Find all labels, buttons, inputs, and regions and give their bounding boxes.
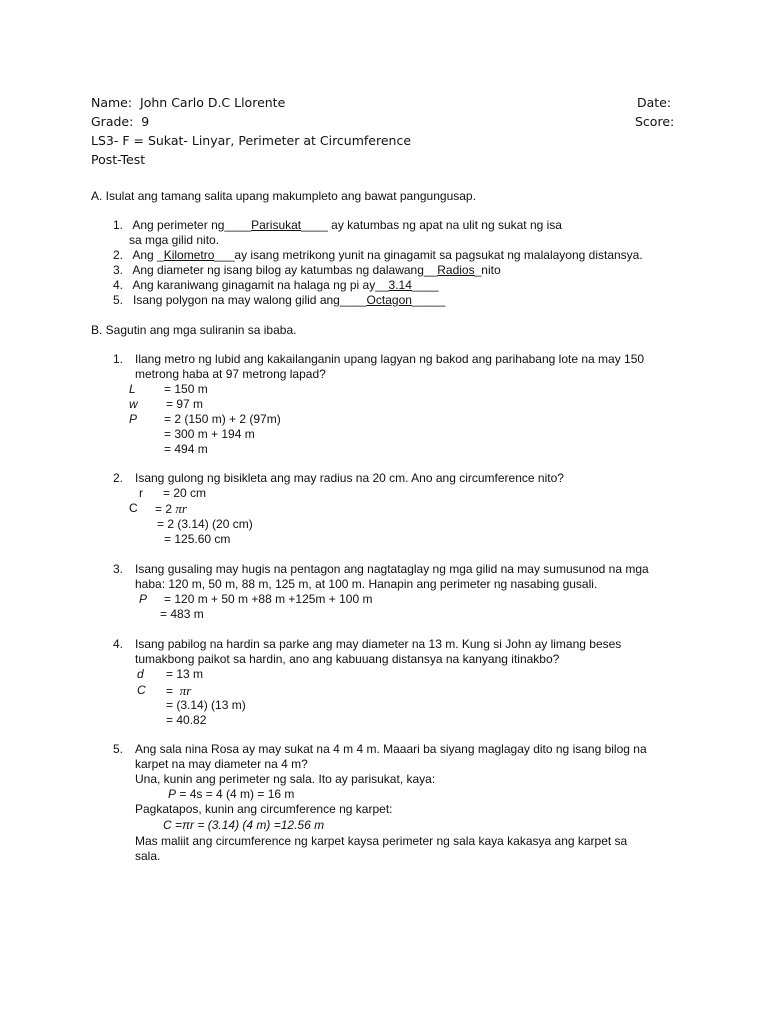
solution-step: = 2 (3.14) (20 cm) — [157, 517, 253, 531]
student-name: John Carlo D.C Llorente — [140, 95, 286, 110]
solution-step: = 300 m + 194 m — [164, 427, 255, 441]
variable-symbol: C — [137, 683, 146, 697]
item-number: 4. — [113, 278, 124, 292]
item-prefix: Ang _ — [132, 248, 164, 262]
item-number: 5. — [113, 293, 124, 307]
solution-step: = 97 m — [166, 397, 204, 411]
problem-number: 2. — [113, 471, 124, 485]
item-answer: Radios — [437, 263, 475, 277]
section-a-item — [113, 218, 562, 233]
solution-step: C =πr = (3.14) (4 m) =12.56 m — [163, 818, 325, 832]
item-prefix: Isang polygon na may walong gilid ang____ — [133, 293, 367, 307]
solution-step: = 150 m — [164, 382, 208, 396]
item-continuation: sa mga gilid nito. — [129, 233, 220, 247]
item-number: 3. — [113, 263, 124, 277]
variable-symbol: d — [137, 667, 144, 681]
item-suffix: _____ — [411, 293, 446, 307]
problem-question: Ilang metro ng lubid ang kakailanganin upang lagyan ng bakod ang parihabang lote na may 150 — [135, 352, 645, 366]
item-suffix: ____ — [411, 278, 439, 292]
section-a-item — [113, 263, 501, 278]
score-label: Score: — [635, 114, 675, 129]
section-a-instruction: A. Isulat ang tamang salita upang makumpleto ang bawat pangungusap. — [91, 189, 476, 203]
grade-line — [91, 114, 149, 129]
problem-question: tumakbong paikot sa hardin, ano ang kabuuang distansya na kanyang itinakbo? — [135, 652, 560, 666]
item-answer: Octagon — [366, 293, 412, 307]
solution-step: = 40.82 — [166, 713, 207, 727]
problem-question: haba: 120 m, 50 m, 88 m, 125 m, at 100 m. Hanapin ang perimeter ng nasabing gusali. — [135, 577, 598, 591]
solution-step: = 120 m + 50 m +88 m +125m + 100 m — [164, 592, 373, 606]
section-a-item — [113, 278, 439, 293]
solution-text: Mas maliit ang circumference ng karpet kaysa perimeter ng sala kaya kakasya ang karpet sa — [135, 834, 628, 848]
problem-question: Isang gusaling may hugis na pentagon ang nagtataglay ng mga gilid na may sumusunod na mga — [135, 562, 649, 576]
subject-title: LS3- F = Sukat- Linyar, Perimeter at Circumference — [91, 133, 412, 148]
item-prefix: Ang karaniwang ginagamit na halaga ng pi ay__ — [132, 278, 389, 292]
formula-text: = — [166, 684, 177, 698]
solution-step: = 494 m — [164, 442, 208, 456]
section-b-instruction: B. Sagutin ang mga suliranin sa ibaba. — [91, 323, 297, 337]
formula-text: = 4s = 4 (4 m) = 16 m — [176, 787, 295, 801]
variable-symbol: C — [129, 501, 138, 515]
solution-step: = 20 cm — [163, 486, 207, 500]
section-a-item — [113, 248, 643, 263]
name-label: Name: — [91, 95, 133, 110]
formula-text: = 2 — [155, 502, 176, 516]
item-answer: Parisukat — [251, 218, 302, 232]
item-suffix: ___ay isang metrikong yunit na ginagamit sa pagsukat ng malalayong distansya. — [214, 248, 643, 262]
solution-step — [168, 787, 294, 802]
problem-question: metrong haba at 97 metrong lapad? — [135, 367, 326, 381]
item-prefix: Ang diameter ng isang bilog ay katumbas ng dalawang__ — [132, 263, 438, 277]
variable-symbol: w — [129, 397, 138, 411]
item-suffix: _nito — [474, 263, 501, 277]
item-answer: Kilometro — [163, 248, 215, 262]
solution-step: = 125.60 cm — [164, 532, 231, 546]
problem-number: 1. — [113, 352, 124, 366]
problem-question: Isang pabilog na hardin sa parke ang may diameter na 13 m. Kung si John ay limang beses — [135, 637, 622, 651]
section-a-item — [113, 293, 445, 308]
solution-step: = (3.14) (13 m) — [166, 698, 246, 712]
problem-number: 3. — [113, 562, 124, 576]
variable-symbol: P — [168, 787, 177, 801]
solution-step: = 2 (150 m) + 2 (97m) — [164, 412, 281, 426]
variable-symbol: P — [129, 412, 138, 426]
problem-number: 4. — [113, 637, 124, 651]
variable-symbol: L — [129, 382, 136, 396]
date-label: Date: — [637, 95, 672, 110]
solution-text: sala. — [135, 849, 161, 863]
problem-question: karpet na may diameter na 4 m? — [135, 757, 308, 771]
pi-r-symbol: πr — [179, 683, 192, 698]
item-number: 2. — [113, 248, 124, 262]
name-line — [91, 95, 285, 110]
solution-text: Una, kunin ang perimeter ng sala. Ito ay parisukat, kaya: — [135, 772, 436, 786]
item-number: 1. — [113, 218, 124, 232]
variable-symbol: r — [139, 486, 143, 500]
item-answer: 3.14 — [388, 278, 412, 292]
solution-step: = 483 m — [160, 607, 204, 621]
solution-text: Pagkatapos, kunin ang circumference ng karpet: — [135, 802, 393, 816]
test-type: Post-Test — [91, 152, 146, 167]
variable-symbol: P — [139, 592, 148, 606]
item-prefix: Ang perimeter ng____ — [132, 218, 252, 232]
problem-question: Isang gulong ng bisikleta ang may radius na 20 cm. Ano ang circumference nito? — [135, 471, 564, 485]
grade-label: Grade: — [91, 114, 134, 129]
problem-question: Ang sala nina Rosa ay may sukat na 4 m 4 m. Maaari ba siyang maglagay dito ng isang bilog na — [135, 742, 647, 756]
problem-number: 5. — [113, 742, 124, 756]
pi-r-symbol: πr — [175, 501, 187, 516]
grade-value: 9 — [141, 114, 150, 129]
solution-step — [166, 683, 191, 699]
solution-step — [155, 501, 187, 517]
solution-step: = 13 m — [166, 667, 204, 681]
item-suffix: ____ ay katumbas ng apat na ulit ng sukat ng isa — [301, 218, 562, 232]
